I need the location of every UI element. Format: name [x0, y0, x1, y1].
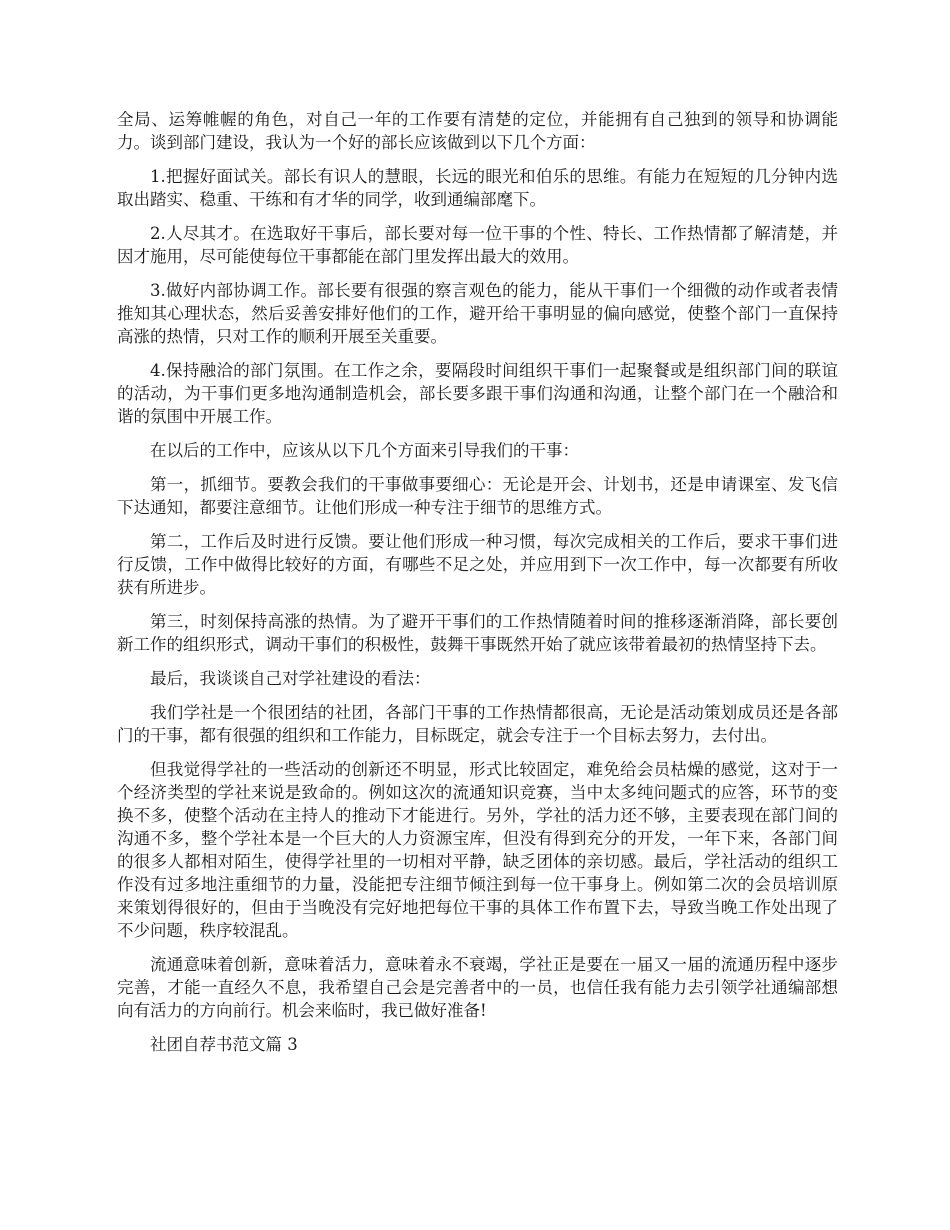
paragraph-views-strengths: 我们学社是一个很团结的社团，各部门干事的工作热情都很高，无论是活动策划成员还是各部门的干事，都有很强的组织和工作能力，目标既定，就会专注于一个目标去努力，去付出。	[117, 703, 838, 745]
paragraph-point-2: 2.人尽其才。在选取好干事后，部长要对每一位干事的个性、特长、工作热情都了解清楚，并因才施用，尽可能使每位干事都能在部门里发挥出最大的效用。	[117, 224, 838, 266]
paragraph-views-intro: 最后，我谈谈自己对学社建设的看法：	[150, 669, 431, 688]
paragraph-guidance-intro: 在以后的工作中，应该从以下几个方面来引导我们的干事：	[150, 441, 579, 460]
paragraph-guidance-1: 第一，抓细节。要教会我们的干事做事要细心：无论是开会、计划书，还是申请课室、发飞信下达通知，都要注意细节。让他们形成一种专注于细节的思维方式。	[117, 475, 838, 517]
paragraph-point-1: 1.把握好面试关。部长有识人的慧眼，长远的眼光和伯乐的思维。有能力在短短的几分钟内选取出踏实、稳重、干练和有才华的同学，收到通编部麾下。	[117, 167, 838, 209]
paragraph-intro: 全局、运筹帷幄的角色，对自己一年的工作要有清楚的定位，并能拥有自己独到的领导和协调能力。谈到部门建设，我认为一个好的部长应该做到以下几个方面：	[117, 110, 838, 152]
section-heading: 社团自荐书范文篇 3	[150, 1035, 298, 1054]
document-body	[117, 108, 838, 1056]
paragraph-views-weaknesses: 但我觉得学社的一些活动的创新还不明显，形式比较固定，难免给会员枯燥的感觉，这对于一个经济类型的学社来说是致命的。例如这次的流通知识竞赛，当中太多纯问题式的应答，环节的变换不多，使整个活动在主持人的推动下才能进行。另外，学社的活力还不够，主要表现在部门间的沟通不多，整个学社本是一个巨大的人力资源宝库，但没有得到充分的开发，一年下来，各部门间的很多人都相对陌生，使得学社里的一切相对平静，缺乏团体的亲切感。最后，学社活动的组织工作没有过多地注重细节的力量，没能把专注细节倾注到每一位干事身上。例如第二次的会员培训原来策划得很好的，但由于当晚没有完好地把每位干事的具体工作布置下去，导致当晚工作处出现了不少问题，秩序较混乱。	[117, 760, 838, 940]
paragraph-guidance-3: 第三，时刻保持高涨的热情。为了避开干事们的工作热情随着时间的推移逐渐消降，部长要创新工作的组织形式，调动干事们的积极性，鼓舞干事既然开始了就应该带着最初的热情坚持下去。	[117, 612, 838, 654]
paragraph-closing: 流通意味着创新，意味着活力，意味着永不衰竭，学社正是要在一届又一届的流通历程中逐步完善，才能一直经久不息，我希望自己会是完善者中的一员，也信任我有能力去引领学社通编部想向有活力的方向前行。机会来临时，我已做好准备!	[117, 955, 838, 1020]
paragraph-point-3: 3.做好内部协调工作。部长要有很强的察言观色的能力，能从干事们一个细微的动作或者表情推知其心理状态，然后妥善安排好他们的工作，避开给干事明显的偏向感觉，使整个部门一直保持高涨的热情，只对工作的顺利开展至关重要。	[117, 281, 838, 346]
paragraph-point-4: 4.保持融洽的部门氛围。在工作之余，要隔段时间组织干事们一起聚餐或是组织部门间的联谊的活动，为干事们更多地沟通制造机会，部长要多跟干事们沟通和沟通，让整个部门在一个融洽和谐的氛围中开展工作。	[117, 361, 838, 426]
paragraph-guidance-2: 第二，工作后及时进行反馈。要让他们形成一种习惯，每次完成相关的工作后，要求干事们进行反馈，工作中做得比较好的方面，有哪些不足之处，并应用到下一次工作中，每一次都要有所收获有所进步。	[117, 532, 838, 597]
